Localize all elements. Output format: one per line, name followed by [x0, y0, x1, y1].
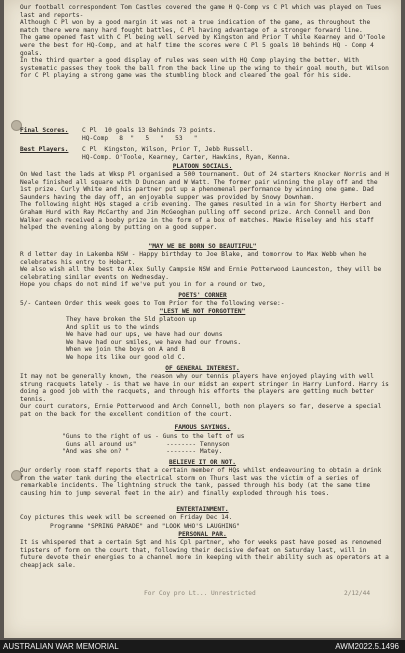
final-scores-label: Final Scores.	[20, 127, 69, 134]
best-players-line: HQ-Comp. O'Toole, Kearney, Carter, Hawkins, Ryan, Kenna.	[82, 154, 291, 161]
page-reference: 2/12/44	[344, 590, 371, 597]
entertainment-programme: Programme "SPRING PARADE" and "LOOK WHO'S LAUGHING"	[50, 523, 240, 530]
best-players-label: Best Players.	[20, 146, 69, 153]
poem-title: "LEST WE NOT FORGOTTEN"	[159, 308, 246, 315]
footer-accession-number: AWM2022.5.1496	[335, 642, 399, 651]
famous-sayings-heading: FAMOUS SAYINGS.	[174, 424, 231, 431]
believe-it-text: Our orderly room staff reports that a certain member of HQs whilst endeavouring to obtain a drink from the water tank during the electrical storm on Thurs last was the victim of a series of remarkable incidents. The lightning struck the tank, passed through his body (at the same time causing him to jump several feet in the air) and finally exploded through his toes.	[20, 467, 386, 497]
best-players-line: C Pl Kingston, Wilson, Prior T, Jebb Russell.	[82, 146, 254, 153]
poets-intro: 5/- Canteen Order this week goes to Tom Prior for the following verse:-	[20, 300, 285, 307]
entertainment-line: Coy pictures this week will be screened on Friday Dec 14.	[20, 514, 233, 521]
football-report: Our football correspondent Tom Castles covered the game H Q-Comp vs C Pl which was played on Tues last and reports- Although C Pl won by a good margin it was not a true indication of the game, as throughout the match there were many hard fought battles, C Pl having advantage of a stronger forward line. The game opened fast with C Pl being well served by Kingston and Prior T while Kearney and O'Toole were the best for HQ-Comp, and at half time the scores were C Pl 5 goals 10 behinds HQ - Comp 4 goals. In the third quarter a good display of rules was seen with HQ Comp playing the better. With systematic passes they took the ball from the back line up the wing to their goal mouth, but Wilson for C Pl playing a strong game was the stumbling block and cleared the goal for his side.	[20, 4, 389, 80]
poets-corner-heading: POETS' CORNER	[178, 292, 227, 299]
final-scores-line: C Pl 10 goals 13 Behinds 73 points.	[82, 127, 217, 134]
document-page	[4, 0, 401, 638]
poem-verse: They have broken the 5ld platoon up And split us to the winds We have had our ups, we have had our downs We have had our smiles, we have had our frowns. When we join the boys on A and B We hope its like our good old C.	[66, 316, 242, 361]
entertainment-heading: ENTERTAINMENT.	[176, 506, 229, 513]
famous-sayings: "Guns to the right of us - Guns to the left of us Guns all around us" -------- Tennyson "And was she on? " -------- Matey.	[62, 433, 245, 456]
personal-par-text: It is whispered that a certain Sgt and his Cpl partner, who for weeks past have posed as renowned tipsters of form on the court that, following their decisive defeat on Saturday last, will in future devote their energies to a channel more in keeping with their ability such as operators at a cheapjack sale.	[20, 539, 393, 569]
general-interest-text: It may not be generally known, the reason why our tennis players have enjoyed playing with well strung racquets lately - is that we have in our midst an expert stringer in Harry Lunford. Harry is doing a good job with the racquets, and through his efforts the players are getting much better tennis. Our court curators, Ernie Potterwood and Arch Connell, both non players so far, deserve a special pat on the back for the excellent condition of the court.	[20, 373, 389, 418]
born-beautiful-heading: "MAY WE BE BORN SO BEAUTIFUL"	[148, 243, 257, 250]
footer-institution: AUSTRALIAN WAR MEMORIAL	[3, 642, 119, 651]
birthday-text: R d letter day in Lakemba NSW - Happy birthday to Joe Blake, and tomorrow to Max Webb when he celebrates his entry to Hobart. We also wish all the best to Alex Sully Campsie NSW and Ernie Potterwood Launceston, they will be celebrating similar events on Wednesday. Hope you chaps do not mind if we've put you in for a round or two,	[20, 251, 382, 289]
platoon-socials-text: On Wed last the lads at Wksp Pl organised a 500 tournament. Out of 24 starters Knocker Norris and H Neale finished all square with D Duncan and W Watt. The former pair winning the play off and the 1st prize. Curly White and his partner put up a phenomenal performance by winning one game. Dad Saunders having the day off, an enjoyable supper was provided by Snowy Downham. The following night HQs staged a crib evening. The games resulted in a win for Shorty Herbert and Graham Hurd with Ray McCarthy and Jim McGeoghan pulling off second prize. Arch Connell and Don Walker each received a booby prize in the form of a box of matches. Mawie Riseley and his staff helped the evening along by putting on a good supper.	[20, 171, 389, 232]
platoon-socials-heading: PLATOON SOCIALS.	[172, 163, 233, 170]
believe-it-heading: BELIEVE IT OR NOT.	[168, 459, 237, 466]
personal-par-heading: PERSONAL PAR.	[178, 531, 227, 538]
general-interest-heading: OF GENERAL INTEREST.	[165, 365, 240, 372]
footer-bar	[0, 640, 405, 653]
authority-stamp: For Coy pro Lt... Unrestricted	[144, 590, 256, 597]
final-scores-line: HQ-Comp 8 " 5 " 53 "	[82, 135, 198, 142]
